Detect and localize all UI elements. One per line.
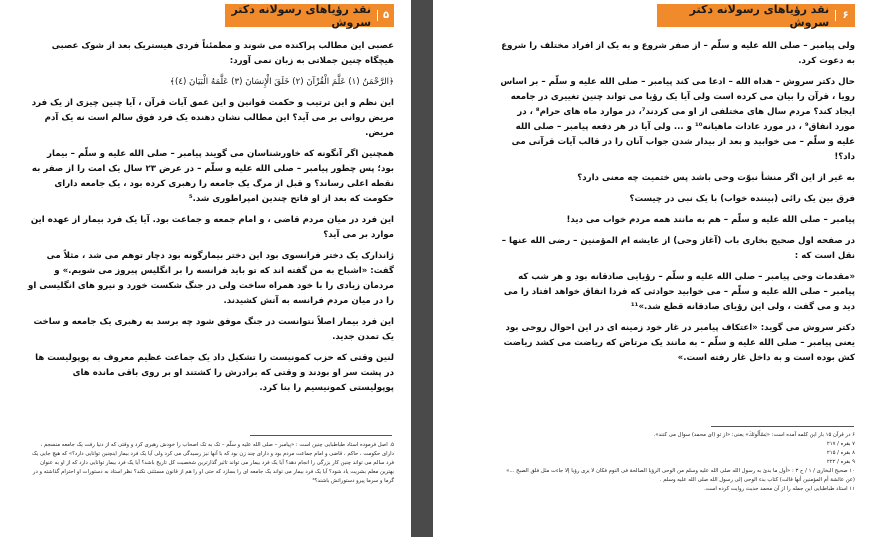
paragraph: این فرد در میان مردم قاضی ، و امام جمعه و جماعت بود. آیا یک فرد بیمار از عهده این موارد بر می آید؟ — [30, 215, 394, 240]
page-body — [499, 39, 855, 372]
paragraph: این فرد بیمار اصلاً نتوانست در جنگ موفق شود چه برسد به رهبری یک جامعه و ساخت یک تمدن جدید. — [33, 317, 394, 342]
paragraph: «مقدمات وحی پیامبر – صلی الله علیه و سلّم – رؤیایی صادقانه بود و هر شب که پیامبر – صلی الله علیه و سلّم – می خوابید حوادثی که فردا اتفاق خواهد افتاد را می دید و می گفت ، ولی این رؤیای صادقانه قطع شد.»¹¹ — [503, 272, 855, 312]
footnote: ۵. اصل فرموده استاد طباطبایی چنین است : «پیامبر – صلی الله علیه و سلّم – تک به تک اصحاب را خودش رهبری کرد و وقتی که از دنیا رفت یک جامعه منسجم ، دارای حکومت ، حاکم ، قاضی و امام جماعت مردم بود و دارای چند زن بود که با آنها نیز رسیدگی می کرد ولی آیا یک فرد بیمار اینچنین توانایی دارد؟» که هیچ جایی یک فرد سالم می تواند چنین کار بزرگی را انجام دهد؟ آیا یک فرد بیمار می تواند تاثیر گذارترین شخصیت کل تاریخ باشد؟ آیا یک فرد بیمار توانایی دارد که از او به عنوان بهترین معلم بشریت یاد شود؟ آیا یک فرد بیمار می تواند یک جامعه ای را بسازد که حتی او را هم از قانون مستثنی نکند؟ نظر استاد به دستورات او احترام گذاشته و در گرما و سرما پیرو دستوراتش باشند؟⁶ — [31, 442, 394, 484]
paragraph: به غیر از این اگر منشأ نبوّت وحی باشد پس ختمیت چه معنی دارد؟ — [577, 173, 855, 183]
running-header-title: نقد رؤیاهای رسولانه دکتر سروش — [231, 2, 372, 29]
footnote-divider — [711, 426, 854, 427]
paragraph: دکتر سروش می گوید: «اعتکاف پیامبر در غار خود زمینه ای در این احوال روحی بود یعنی پیامبر – صلی الله علیه و سلّم – به مانند یک مرتاض که ریاضت می کشد ریاضت کش بوده است و به داخل غار رفته است.» — [503, 323, 855, 363]
footnote: ۹ بقره / ۲۲۲ — [826, 459, 855, 465]
paragraph: لنین وقتی که حزب کمونیست را تشکیل داد یک جماعت عظیم معروف به پوپولیست ها در پشت سر او بودند و وقتی که برادرش را کشتند او بر روی باقی مانده های پوپولیستی کمونیسیم را بنا کرد. — [35, 353, 394, 393]
page-number: ۶ — [835, 10, 855, 21]
paragraph: ژاندارک یک دختر فرانسوی بود این دختر بیمارگونه بود دچار توهم می شد ، مثلاً می گفت: «اشباح به من گفته اند که تو باید فرانسه را بر انگلیس پیروز می شویم.» و مردمان زیادی را با خود همراه ساخت ولی در جنگ شکست خورد و نیرو های انگلیسی او را در میان مردم فرانسه به آتش کشیدند. — [28, 251, 394, 306]
footnotes — [28, 441, 394, 486]
page-6 — [433, 0, 872, 537]
paragraph: حال دکتر سروش – هداه الله – ادعا می کند پیامبر – صلی الله علیه و سلّم – بر اساس رویا ، قرآن را بیان می کرده است ولی آیا یک رؤیا می تواند چنین تغییری در جامعه ایجاد کند؟ مردم سال های مختلفی از او می کردند⁷، در موارد ماه های حرام⁸ ، در مورد انفاق⁹ ، در مورد عادات ماهیانه¹⁰ و ... ولی آیا در هر دفعه پیامبر – صلی الله علیه و سلّم – می خوابید و بعد از بیدار شدن جواب آنان را در قالب آیات قرآنی می داد؟! — [500, 77, 855, 162]
paragraph: همچنین اگر آنگونه که خاورشناسان می گویند پیامبر – صلی الله علیه و سلّم – بیمار بود؛ پس چطور پیامبر – صلی الله علیه و سلّم – در عرض ۲۳ سال یک امت را از صفر به نقطه اعلی رساند؟ و قبل از مرگ یک جامعه را رهبری کرده بود ، یک جامعه دارای حکومت که بعد از او فاتح چندین امپراطوری شد.⁵ — [31, 149, 394, 204]
paragraph: عصبی این مطالب پراکنده می شوند و مطمئناً فردی هیستریک بعد از شوک عصبی هیچگاه چنین جملاتی به زبان نمی آورد: — [51, 41, 394, 66]
running-header-title: نقد رؤیاهای رسولانه دکتر سروش — [689, 2, 830, 29]
footnote: ۱۰ صحیح البخاری / ۱ / ح ۳ : «أول ما بدئ به رسول الله صلی الله علیه وسلم من الوحی الرؤیا الصالحة فی النوم فكان لا یری رؤیا إلا جاءت مثل فلق الصبح ...» (عن عائشة أم المؤمنین أنها قالت) کتاب بدء الوحی إلی رسول الله صلی الله علیه وسلم . — [506, 468, 855, 483]
paragraph: در صفحه اول صحیح بخاری باب (آغاز وحی) از عایشه ام المؤمنین – رضی الله عنها – نقل است که : — [501, 236, 855, 261]
running-header — [225, 4, 394, 27]
footnote-divider — [250, 435, 392, 436]
paragraph: پیامبر – صلی الله علیه و سلّم – هم به مانند همه مردم خواب می دید! — [566, 215, 855, 225]
paragraph: این نظم و این ترتیب و حکمت قوانین و این عمق آیات قرآن ، آیا چنین چیزی از یک فرد مریض روانی بر می آید؟ این مطالب نشان دهنده یک فرد فوق سالم است نه یک آدم مریض. — [31, 98, 394, 138]
footnote: ۸ بقره / ۲۱۵ — [826, 450, 855, 456]
page-5 — [0, 0, 411, 537]
book-spine — [411, 0, 433, 537]
footnote: ۷ بقره / ۲۱۷ — [826, 441, 855, 447]
quran-verse: ﴿الرَّحْمَنُ (١) عَلَّمَ الْقُرْآنَ (٢) خَلَقَ الْإِنسَانَ (٣) عَلَّمَهُ الْبَيَانَ (٤)﴾ — [169, 77, 394, 87]
footnotes — [499, 431, 855, 494]
paragraph: فرق بین یک رائی (بیننده خواب) با یک نبی در چیست؟ — [629, 194, 855, 204]
footnote: ۱۱ استاد طباطبایی این جمله را از آن محمد حدیث روایت کرده است. — [704, 486, 855, 492]
paragraph: ولی پیامبر – صلی الله علیه و سلّم – از صفر شروع و به یک از افراد مختلف را شروع به دعوت کرد. — [501, 41, 855, 66]
running-header — [657, 4, 855, 27]
page-body — [28, 39, 394, 402]
page-number: ۵ — [377, 10, 394, 21]
footnote: ۶ در قرآن ۱۵ بار این کلمه آمده است: «یَسْأَلُونَكَ» یعنی: «از تو (ای محمد) سوال می کنند». — [653, 432, 855, 438]
